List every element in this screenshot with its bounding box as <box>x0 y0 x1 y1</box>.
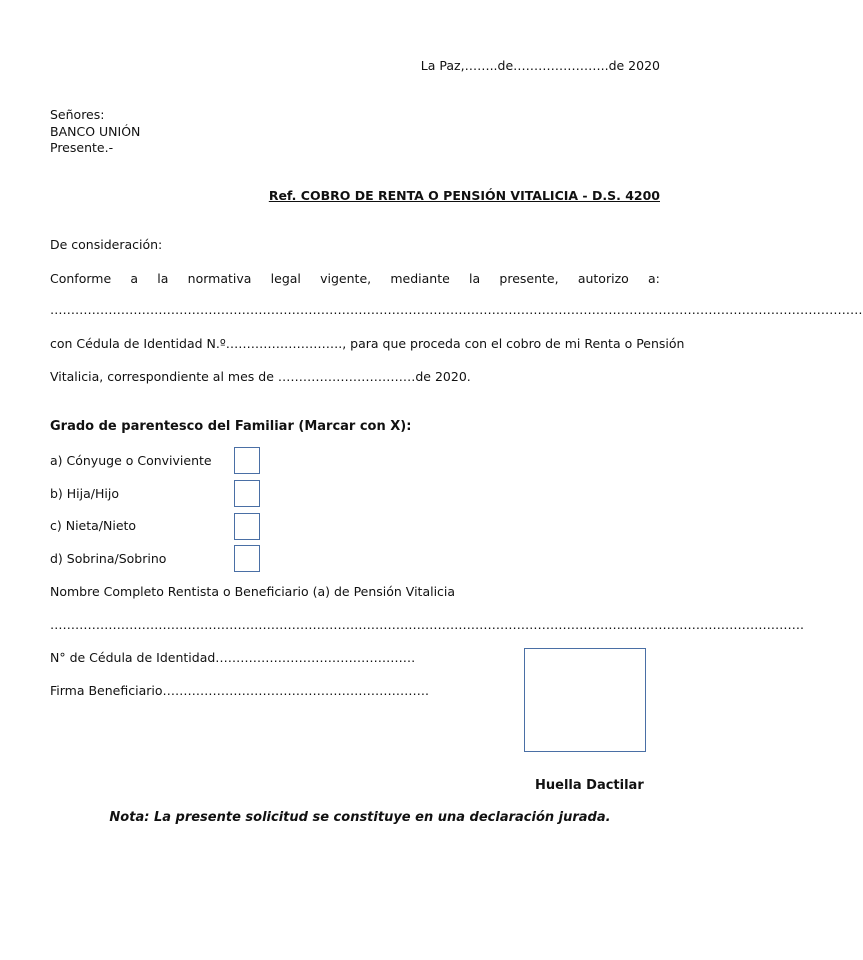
fingerprint-box[interactable] <box>524 648 646 752</box>
kinship-title: Grado de parentesco del Familiar (Marcar con X): <box>50 419 412 434</box>
body-word: la <box>469 271 481 286</box>
body-word: a: <box>648 271 660 286</box>
addressee-presente: Presente.- <box>50 140 114 155</box>
body-line-authorization <box>50 271 660 286</box>
fingerprint-label: Huella Dactilar <box>535 778 644 793</box>
place-date-line: La Paz,……..de…………………..de 2020 <box>420 58 660 73</box>
body-word: a <box>130 271 139 286</box>
body-word: la <box>157 271 169 286</box>
checkbox-nephew[interactable] <box>234 545 260 572</box>
beneficiary-name-label: Nombre Completo Rentista o Beneficiario (a) de Pensión Vitalicia <box>50 584 456 599</box>
kinship-option-nephew: d) Sobrina/Sobrino <box>50 551 167 566</box>
body-word: legal <box>270 271 301 286</box>
checkbox-grandchild[interactable] <box>234 513 260 540</box>
greeting: De consideración: <box>50 237 163 252</box>
body-word: autorizo <box>577 271 629 286</box>
kinship-option-child: b) Hija/Hijo <box>50 486 119 501</box>
body-line-month: Vitalicia, correspondiente al mes de ……………………………de 2020. <box>50 369 471 384</box>
body-word: presente, <box>499 271 559 286</box>
addressee-salutation: Señores: <box>50 107 105 122</box>
beneficiary-signature-field[interactable]: Firma Beneficiario………………………………………………………. <box>50 683 429 698</box>
reference-line: Ref. COBRO DE RENTA O PENSIÓN VITALICIA - D.S. 4200 <box>268 188 660 203</box>
body-word: normativa <box>187 271 252 286</box>
body-word: vigente, <box>320 271 372 286</box>
beneficiary-id-field[interactable]: N° de Cédula de Identidad………………………………………… <box>50 650 416 665</box>
checkbox-child[interactable] <box>234 480 260 507</box>
authorized-person-dotted-line: …………………………………………………………………………………………………………………………………………………………………………… <box>50 302 863 317</box>
checkbox-spouse[interactable] <box>234 447 260 474</box>
beneficiary-name-field[interactable]: ………………………………………………………………………………………………………………………………………………………………. <box>50 617 804 632</box>
body-line-id: con Cédula de Identidad N.º………………………., para que proceda con el cobro de mi Renta o Pensión <box>50 336 685 351</box>
body-word: Conforme <box>50 271 112 286</box>
body-word: mediante <box>390 271 450 286</box>
kinship-option-spouse: a) Cónyuge o Conviviente <box>50 453 212 468</box>
addressee-bank: BANCO UNIÓN <box>50 124 141 139</box>
sworn-declaration-note: Nota: La presente solicitud se constituye en una declaración jurada. <box>109 810 611 825</box>
kinship-option-grandchild: c) Nieta/Nieto <box>50 518 137 533</box>
